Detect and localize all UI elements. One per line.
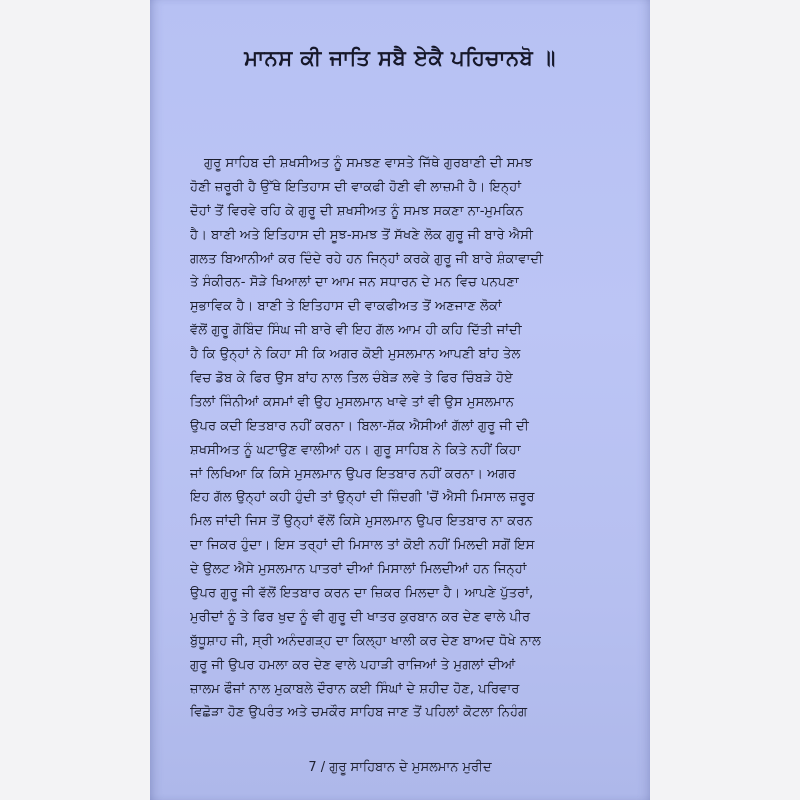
text-line: ਦੋਹਾਂ ਤੋਂ ਵਿਰਵੇ ਰਹਿ ਕੇ ਗੁਰੂ ਦੀ ਸ਼ਖਸੀਅਤ ਨੂੰ ਸਮਝ ਸਕਣਾ ਨਾ-ਮੁਮਕਿਨ	[190, 203, 524, 219]
text-line: ਵੱਲੋਂ ਗੁਰੂ ਗੋਬਿੰਦ ਸਿੰਘ ਜੀ ਬਾਰੇ ਵੀ ਇਹ ਗੱਲ ਆਮ ਹੀ ਕਹਿ ਦਿੱਤੀ ਜਾਂਦੀ	[190, 323, 522, 339]
text-line: ਵਿਚ ਡੋਬ ਕੇ ਫਿਰ ਉਸ ਬਾਂਹ ਨਾਲ ਤਿਲ ਚੰਬੇੜ ਲਵੇ ਤੇ ਫਿਰ ਚਿੰਬੜੇ ਹੋਏ	[190, 371, 513, 387]
text-line: ਸੁਭਾਵਿਕ ਹੈ। ਬਾਣੀ ਤੇ ਇਤਿਹਾਸ ਦੀ ਵਾਕਫੀਅਤ ਤੋਂ ਅਣਜਾਣ ਲੋਕਾਂ	[190, 299, 502, 315]
text-line: ਜਾਂ ਲਿਖਿਆ ਕਿ ਕਿਸੇ ਮੁਸਲਮਾਨ ਉਪਰ ਇਤਬਾਰ ਨਹੀਂ ਕਰਨਾ। ਅਗਰ	[190, 466, 516, 482]
text-line: ਹੈ। ਬਾਣੀ ਅਤੇ ਇਤਿਹਾਸ ਦੀ ਸੂਝ-ਸਮਝ ਤੋਂ ਸੱਖਣੇ ਲੋਕ ਗੁਰੂ ਜੀ ਬਾਰੇ ਐਸੀ	[190, 227, 533, 243]
text-line: ਗਲਤ ਬਿਆਨੀਆਂ ਕਰ ਦਿੰਦੇ ਰਹੇ ਹਨ ਜਿਨ੍ਹਾਂ ਕਰਕੇ ਗੁਰੂ ਜੀ ਬਾਰੇ ਸ਼ੰਕਾਵਾਦੀ	[190, 251, 544, 267]
text-line: ਮੁਰੀਦਾਂ ਨੂੰ ਤੇ ਫਿਰ ਖੁਦ ਨੂੰ ਵੀ ਗੁਰੂ ਦੀ ਖਾਤਰ ਕੁਰਬਾਨ ਕਰ ਦੇਣ ਵਾਲੇ ਪੀਰ	[190, 609, 531, 625]
text-line: ਦੇ ਉਲਟ ਐਸੇ ਮੁਸਲਮਾਨ ਪਾਤਰਾਂ ਦੀਆਂ ਮਿਸਾਲਾਂ ਮਿਲਦੀਆਂ ਹਨ ਜਿਨ੍ਹਾਂ	[190, 562, 527, 578]
text-line: ਉਪਰ ਗੁਰੂ ਜੀ ਵੱਲੋਂ ਇਤਬਾਰ ਕਰਨ ਦਾ ਜ਼ਿਕਰ ਮਿਲਦਾ ਹੈ। ਆਪਣੇ ਪੁੱਤਰਾਂ,	[190, 586, 534, 602]
text-line: ਸ਼ਖਸੀਅਤ ਨੂੰ ਘਟਾਉਣ ਵਾਲੀਆਂ ਹਨ। ਗੁਰੂ ਸਾਹਿਬ ਨੇ ਕਿਤੇ ਨਹੀਂ ਕਿਹਾ	[190, 442, 521, 458]
text-line: ਦਾ ਜਿਕਰ ਹੁੰਦਾ। ਇਸ ਤਰ੍ਹਾਂ ਦੀ ਮਿਸਾਲ ਤਾਂ ਕੋਈ ਨਹੀਂ ਮਿਲਦੀ ਸਗੋਂ ਇਸ	[190, 538, 535, 554]
book-page	[150, 0, 650, 800]
page-footer: 7 / ਗੁਰੂ ਸਾਹਿਬਾਨ ਦੇ ਮੁਸਲਮਾਨ ਮੁਰੀਦ	[308, 760, 492, 775]
text-line: ਗੁਰੂ ਸਾਹਿਬ ਦੀ ਸ਼ਖਸੀਅਤ ਨੂੰ ਸਮਝਣ ਵਾਸਤੇ ਜਿੱਥੇ ਗੁਰਬਾਣੀ ਦੀ ਸਮਝ	[204, 156, 533, 171]
text-line: ਜ਼ਾਲਮ ਫੌਜਾਂ ਨਾਲ ਮੁਕਾਬਲੇ ਦੌਰਾਨ ਕਈ ਸਿੰਘਾਂ ਦੇ ਸ਼ਹੀਦ ਹੋਣ, ਪਰਿਵਾਰ	[190, 681, 520, 697]
text-line: ਤਿਲਾਂ ਜਿੰਨੀਆਂ ਕਸਮਾਂ ਵੀ ਉਹ ਮੁਸਲਮਾਨ ਖਾਵੇ ਤਾਂ ਵੀ ਉਸ ਮੁਸਲਮਾਨ	[190, 394, 514, 410]
page-title: ਮਾਨਸ ਕੀ ਜਾਤਿ ਸਬੈ ਏਕੈ ਪਹਿਚਾਨਬੋ ॥	[244, 46, 556, 70]
text-line: ਵਿਛੋੜਾ ਹੋਣ ਉਪਰੰਤ ਅਤੇ ਚਮਕੌਰ ਸਾਹਿਬ ਜਾਣ ਤੋਂ ਪਹਿਲਾਂ ਕੋਟਲਾ ਨਿਹੰਗ	[190, 705, 528, 721]
text-line: ਬੁੱਧੂਸ਼ਾਹ ਜੀ, ਸ੍ਰੀ ਅਨੰਦਗੜ੍ਹ ਦਾ ਕਿਲ੍ਹਾ ਖਾਲੀ ਕਰ ਦੇਣ ਬਾਅਦ ਧੋਖੇ ਨਾਲ	[190, 633, 541, 649]
text-line: ਮਿਲ ਜਾਂਦੀ ਜਿਸ ਤੋਂ ਉਨ੍ਹਾਂ ਵੱਲੋਂ ਕਿਸੇ ਮੁਸਲਮਾਨ ਉਪਰ ਇਤਬਾਰ ਨਾ ਕਰਨ	[190, 514, 533, 530]
text-line: ਉਪਰ ਕਦੀ ਇਤਬਾਰ ਨਹੀਂ ਕਰਨਾ। ਬਿਲਾ-ਸ਼ੱਕ ਐਸੀਆਂ ਗੱਲਾਂ ਗੁਰੂ ਜੀ ਦੀ	[190, 418, 529, 434]
text-line: ਹੈ ਕਿ ਉਨ੍ਹਾਂ ਨੇ ਕਿਹਾ ਸੀ ਕਿ ਅਗਰ ਕੋਈ ਮੁਸਲਮਾਨ ਆਪਣੀ ਬਾਂਹ ਤੇਲ	[190, 347, 521, 363]
text-line: ਤੇ ਸੰਕੀਰਨ- ਸੋੜੇ ਖਿਆਲਾਂ ਦਾ ਆਮ ਜਨ ਸਧਾਰਨ ਦੇ ਮਨ ਵਿਚ ਪਨਪਣਾ	[190, 275, 519, 291]
text-line: ਗੁਰੂ ਜੀ ਉਪਰ ਹਮਲਾ ਕਰ ਦੇਣ ਵਾਲੇ ਪਹਾੜੀ ਰਾਜਿਆਂ ਤੇ ਮੁਗਲਾਂ ਦੀਆਂ	[190, 657, 516, 673]
text-line: ਹੋਣੀ ਜ਼ਰੂਰੀ ਹੈ ਉੱਥੇ ਇਤਿਹਾਸ ਦੀ ਵਾਕਫੀ ਹੋਣੀ ਵੀ ਲਾਜ਼ਮੀ ਹੈ। ਇਨ੍ਹਾਂ	[190, 179, 522, 195]
body-paragraph	[190, 152, 618, 725]
text-line: ਇਹ ਗੱਲ ਉਨ੍ਹਾਂ ਕਹੀ ਹੁੰਦੀ ਤਾਂ ਉਨ੍ਹਾਂ ਦੀ ਜ਼ਿੰਦਗੀ 'ਚੋਂ ਐਸੀ ਮਿਸਾਲ ਜ਼ਰੂਰ	[190, 490, 535, 506]
